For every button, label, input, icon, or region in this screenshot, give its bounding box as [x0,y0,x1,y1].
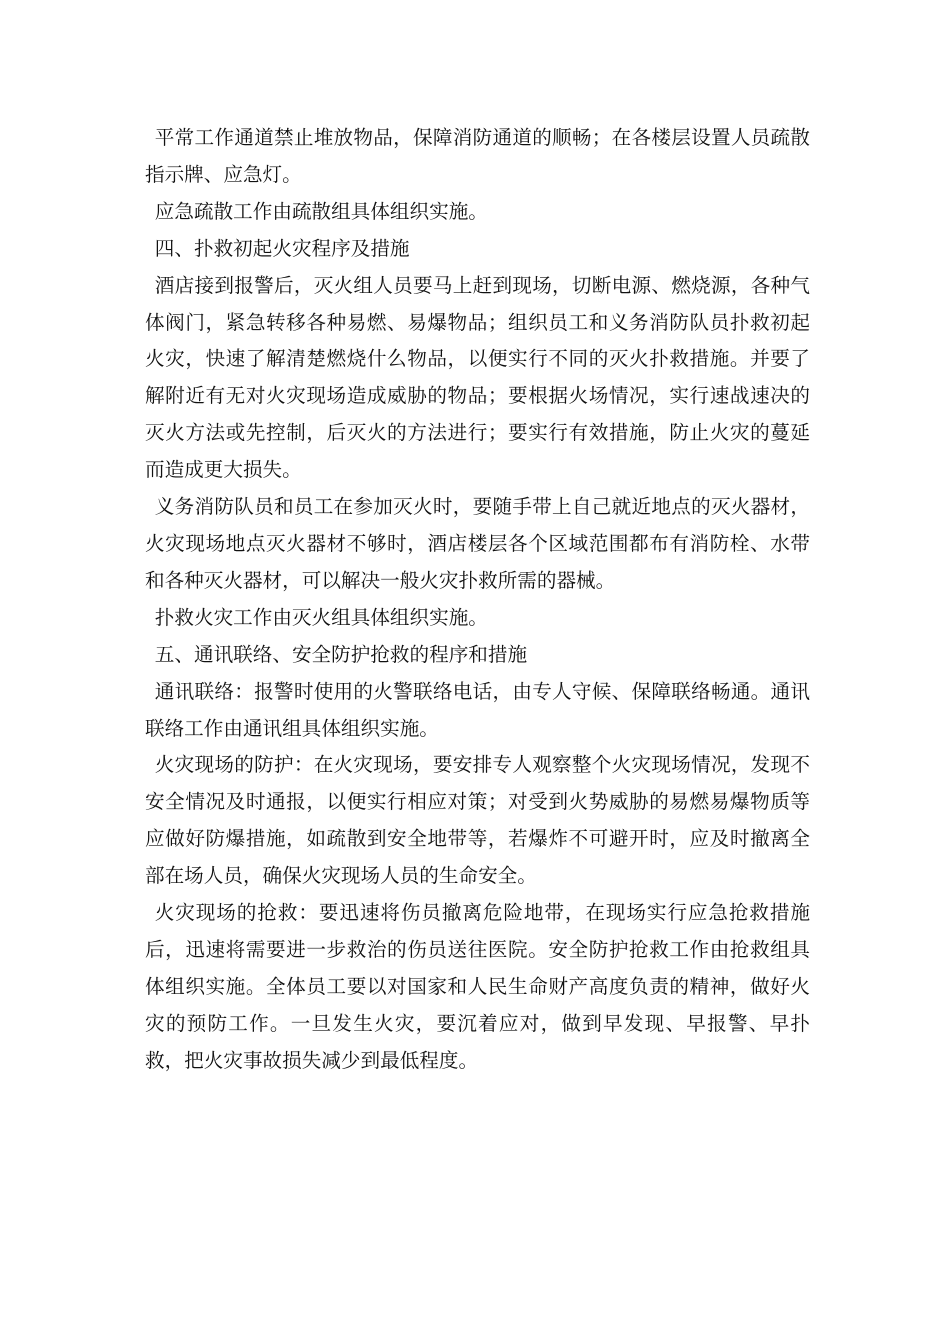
paragraph-firefighting-measures: 酒店接到报警后，灭火组人员要马上赶到现场，切断电源、燃烧源，各种气体阀门，紧急转移各种易燃、易爆物品；组织员工和义务消防队员扑救初起火灾，快速了解清楚燃烧什么物品，以便实行不同的灭火扑救措施。并要了解附近有无对火灾现场造成威胁的物品；要根据火场情况，实行速战速决的灭火方法或先控制，后灭火的方法进行；要实行有效措施，防止火灾的蔓延而造成更大损失。 [145,273,810,482]
paragraph-firefighting-responsibility: 扑救火灾工作由灭火组具体组织实施。 [154,605,488,629]
paragraph-firefighting-equipment: 义务消防队员和员工在参加灭火时，要随手带上自己就近地点的灭火器材，火灾现场地点灭火器材不够时，酒店楼层各个区域范围都布有消防栓、水带和各种灭火器材，可以解决一般火灾扑救所需的器械。 [145,495,810,592]
paragraph-evacuation-responsibility: 应急疏散工作由疏散组具体组织实施。 [154,199,488,223]
paragraph-evacuation-passage: 平常工作通道禁止堆放物品，保障消防通道的顺畅；在各楼层设置人员疏散指示牌、应急灯。 [145,126,810,186]
paragraph-scene-protection: 火灾现场的防护：在火灾现场，要安排专人观察整个火灾现场情况，发现不安全情况及时通报，以便实行相应对策；对受到火势威胁的易燃易爆物质等应做好防爆措施，如疏散到安全地带等，若爆炸不可避开时，应及时撤离全部在场人员，确保火灾现场人员的生命安全。 [145,753,810,888]
document-page [145,120,810,1080]
section-heading-firefighting: 四、扑救初起火灾程序及措施 [154,236,410,260]
paragraph-scene-rescue: 火灾现场的抢救：要迅速将伤员撤离危险地带，在现场实行应急抢救措施后，迅速将需要进一步救治的伤员送往医院。安全防护抢救工作由抢救组具体组织实施。全体员工要以对国家和人民生命财产高度负责的精神，做好火灾的预防工作。一旦发生火灾，要沉着应对，做到早发现、早报警、早扑救，把火灾事故损失减少到最低程度。 [145,901,810,1072]
paragraph-communication: 通讯联络：报警时使用的火警联络电话，由专人守候、保障联络畅通。通讯联络工作由通讯组具体组织实施。 [145,679,810,740]
section-heading-communication-protection: 五、通讯联络、安全防护抢救的程序和措施 [154,642,528,666]
